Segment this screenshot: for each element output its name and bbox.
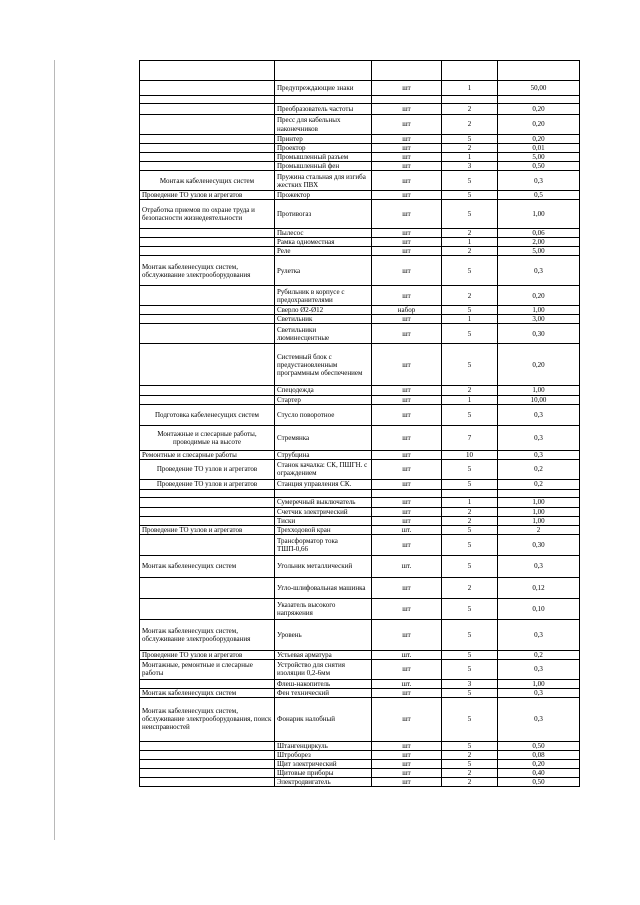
unit-cell: шт. [372, 650, 442, 659]
norm-cell: 2,00 [498, 238, 580, 247]
quantity-cell: 5 [442, 759, 498, 768]
quantity-cell: 5 [442, 741, 498, 750]
unit-cell: шт [372, 741, 442, 750]
table-row [140, 619, 580, 650]
unit-cell: шт [372, 688, 442, 697]
norm-cell: 0,20 [498, 115, 580, 135]
quantity-cell: 5 [442, 525, 498, 534]
unit-cell: шт [372, 404, 442, 425]
work-type-cell [140, 238, 275, 247]
unit-cell: шт [372, 507, 442, 516]
quantity-cell: 2 [442, 229, 498, 238]
norm-cell: 0,01 [498, 144, 580, 153]
item-name-cell: Рамка одноместная [275, 238, 372, 247]
item-name-cell: Фен технический [275, 688, 372, 697]
quantity-cell: 10 [442, 450, 498, 459]
item-name-cell: Тиски [275, 516, 372, 525]
table-row [140, 256, 580, 286]
work-type-cell: Монтаж кабеленесущих систем [140, 688, 275, 697]
item-name-cell: Фонарик налобный [275, 697, 372, 741]
quantity-cell: 2 [442, 778, 498, 787]
unit-cell: шт [372, 162, 442, 171]
item-name-cell: Флеш-накопитель [275, 679, 372, 688]
item-name-cell: Стусло поворотное [275, 404, 372, 425]
quantity-cell: 5 [442, 688, 498, 697]
work-type-cell [140, 497, 275, 507]
item-name-cell: Рулетка [275, 256, 372, 286]
item-name-cell [275, 96, 372, 104]
work-type-cell [140, 679, 275, 688]
quantity-cell: 1 [442, 81, 498, 96]
unit-cell: шт [372, 324, 442, 344]
table-row [140, 286, 580, 306]
work-type-cell [140, 96, 275, 104]
table-row [140, 81, 580, 96]
norm-cell: 0,40 [498, 769, 580, 778]
norm-cell [498, 489, 580, 497]
work-type-cell [140, 229, 275, 238]
norm-cell: 0,3 [498, 450, 580, 459]
norm-cell: 0,50 [498, 162, 580, 171]
quantity-cell: 7 [442, 425, 498, 450]
table-row [140, 191, 580, 200]
item-name-cell: Преобразователь частоты [275, 104, 372, 115]
work-type-cell [140, 344, 275, 386]
quantity-cell: 2 [442, 516, 498, 525]
table-row [140, 247, 580, 256]
norm-cell: 0,3 [498, 688, 580, 697]
norm-cell: 0,20 [498, 104, 580, 115]
item-name-cell [275, 489, 372, 497]
norm-cell: 1,00 [498, 306, 580, 315]
quantity-cell: 5 [442, 324, 498, 344]
item-name-cell: Проектор [275, 144, 372, 153]
work-type-cell [140, 104, 275, 115]
item-name-cell: Светильники люминесцентные [275, 324, 372, 344]
table-row [140, 315, 580, 324]
item-name-cell: Угло-шлифовальная машинка [275, 577, 372, 598]
table-row [140, 516, 580, 525]
norm-cell: 3,00 [498, 315, 580, 324]
norm-cell: 0,20 [498, 135, 580, 144]
work-type-cell [140, 135, 275, 144]
work-type-cell: Монтаж кабеленесущих систем [140, 171, 275, 191]
norm-cell: 0,50 [498, 778, 580, 787]
item-name-cell: Сверло Ø2-Ø12 [275, 306, 372, 315]
work-type-cell: Проведение ТО узлов и агрегатов [140, 191, 275, 200]
table-row [140, 200, 580, 229]
norm-cell: 5,00 [498, 247, 580, 256]
item-name-cell: Реле [275, 247, 372, 256]
equipment-table [139, 60, 580, 787]
norm-cell: 5,00 [498, 153, 580, 162]
norm-cell: 1,00 [498, 386, 580, 395]
unit-cell: шт. [372, 555, 442, 577]
table-row [140, 450, 580, 459]
table-row [140, 659, 580, 679]
item-name-cell: Трансформатор тока ТШП-0,66 [275, 534, 372, 555]
work-type-cell [140, 741, 275, 750]
unit-cell: шт [372, 191, 442, 200]
table-row [140, 479, 580, 489]
table-row [140, 697, 580, 741]
table-row [140, 459, 580, 479]
work-type-cell [140, 61, 275, 81]
norm-cell: 0,30 [498, 324, 580, 344]
table-row [140, 344, 580, 386]
table-row [140, 144, 580, 153]
quantity-cell: 1 [442, 395, 498, 404]
work-type-cell [140, 162, 275, 171]
norm-cell: 10,00 [498, 395, 580, 404]
quantity-cell: 5 [442, 598, 498, 619]
norm-cell: 1,00 [498, 679, 580, 688]
norm-cell: 1,00 [498, 507, 580, 516]
table-row [140, 507, 580, 516]
norm-cell: 1,00 [498, 200, 580, 229]
table-row [140, 171, 580, 191]
quantity-cell: 5 [442, 619, 498, 650]
table-row [140, 135, 580, 144]
work-type-cell: Ремонтные и слесарные работы [140, 450, 275, 459]
work-type-cell: Проведение ТО узлов и агрегатов [140, 650, 275, 659]
item-name-cell: Сумеречный выключатель [275, 497, 372, 507]
norm-cell: 0,20 [498, 344, 580, 386]
work-type-cell: Монтажные, ремонтные и слесарные работы [140, 659, 275, 679]
work-type-cell [140, 386, 275, 395]
item-name-cell: Штангенциркуль [275, 741, 372, 750]
item-name-cell: Системный блок с предустановленным программным обеспечением [275, 344, 372, 386]
item-name-cell: Противогаз [275, 200, 372, 229]
unit-cell: шт [372, 238, 442, 247]
table-row [140, 769, 580, 778]
quantity-cell: 5 [442, 256, 498, 286]
norm-cell: 0,06 [498, 229, 580, 238]
quantity-cell: 5 [442, 479, 498, 489]
table-row [140, 229, 580, 238]
norm-cell: 0,08 [498, 750, 580, 759]
quantity-cell: 5 [442, 171, 498, 191]
item-name-cell: Стартер [275, 395, 372, 404]
unit-cell: шт [372, 778, 442, 787]
item-name-cell: Трехходовой кран [275, 525, 372, 534]
item-name-cell: Штроборез [275, 750, 372, 759]
table-row [140, 577, 580, 598]
quantity-cell: 5 [442, 404, 498, 425]
quantity-cell: 2 [442, 750, 498, 759]
work-type-cell [140, 247, 275, 256]
norm-cell: 0,3 [498, 425, 580, 450]
quantity-cell: 2 [442, 115, 498, 135]
quantity-cell: 5 [442, 200, 498, 229]
work-type-cell [140, 598, 275, 619]
quantity-cell: 5 [442, 534, 498, 555]
quantity-cell: 5 [442, 659, 498, 679]
item-name-cell: Щитовые приборы [275, 769, 372, 778]
item-name-cell: Спецодежда [275, 386, 372, 395]
norm-cell: 0,2 [498, 479, 580, 489]
quantity-cell: 5 [442, 697, 498, 741]
table-row [140, 306, 580, 315]
table-row [140, 778, 580, 787]
table-row [140, 153, 580, 162]
norm-cell: 0,3 [498, 659, 580, 679]
item-name-cell: Пресс для кабельных наконечников [275, 115, 372, 135]
page-margin-line [54, 60, 55, 840]
item-name-cell: Щит электрический [275, 759, 372, 768]
item-name-cell: Рубильник в корпусе с предохранителями [275, 286, 372, 306]
work-type-cell [140, 759, 275, 768]
norm-cell: 2 [498, 525, 580, 534]
norm-cell: 0,20 [498, 759, 580, 768]
item-name-cell: Струбцина [275, 450, 372, 459]
unit-cell: шт [372, 81, 442, 96]
unit-cell: шт. [372, 679, 442, 688]
quantity-cell: 2 [442, 769, 498, 778]
table-row [140, 395, 580, 404]
item-name-cell: Электродвигатель [275, 778, 372, 787]
work-type-cell: Подготовка кабеленесущих систем [140, 404, 275, 425]
unit-cell: шт [372, 697, 442, 741]
work-type-cell [140, 750, 275, 759]
table-row [140, 555, 580, 577]
item-name-cell: Устройство для снятия изоляции 0,2-6мм [275, 659, 372, 679]
unit-cell: шт [372, 315, 442, 324]
norm-cell: 0,20 [498, 286, 580, 306]
work-type-cell: Проведение ТО узлов и агрегатов [140, 479, 275, 489]
unit-cell: шт [372, 104, 442, 115]
item-name-cell: Прожектор [275, 191, 372, 200]
quantity-cell: 5 [442, 459, 498, 479]
table-row [140, 104, 580, 115]
work-type-cell [140, 286, 275, 306]
table-row [140, 750, 580, 759]
work-type-cell [140, 516, 275, 525]
item-name-cell: Принтер [275, 135, 372, 144]
work-type-cell [140, 306, 275, 315]
table-row [140, 497, 580, 507]
quantity-cell: 3 [442, 679, 498, 688]
unit-cell: шт [372, 479, 442, 489]
quantity-cell: 2 [442, 286, 498, 306]
work-type-cell: Монтажные и слесарные работы, проводимые на высоте [140, 425, 275, 450]
table-row [140, 489, 580, 497]
item-name-cell: Промышленный фен [275, 162, 372, 171]
unit-cell: шт [372, 386, 442, 395]
work-type-cell [140, 144, 275, 153]
norm-cell: 1,00 [498, 516, 580, 525]
norm-cell: 50,00 [498, 81, 580, 96]
table-row [140, 115, 580, 135]
quantity-cell: 3 [442, 162, 498, 171]
unit-cell: шт [372, 247, 442, 256]
norm-cell: 0,12 [498, 577, 580, 598]
work-type-cell: Монтаж кабеленесущих систем [140, 555, 275, 577]
work-type-cell: Монтаж кабеленесущих систем, обслуживание электрооборудования, поиск неисправностей [140, 697, 275, 741]
quantity-cell: 5 [442, 344, 498, 386]
quantity-cell: 5 [442, 306, 498, 315]
unit-cell: шт [372, 344, 442, 386]
item-name-cell: Станция управления СК. [275, 479, 372, 489]
table-row [140, 61, 580, 81]
unit-cell: шт [372, 750, 442, 759]
quantity-cell: 2 [442, 507, 498, 516]
norm-cell [498, 96, 580, 104]
unit-cell: шт [372, 516, 442, 525]
work-type-cell: Монтаж кабеленесущих систем, обслуживание электрооборудования [140, 256, 275, 286]
quantity-cell: 2 [442, 104, 498, 115]
unit-cell: шт [372, 534, 442, 555]
work-type-cell [140, 324, 275, 344]
unit-cell: шт [372, 759, 442, 768]
item-name-cell: Промышленный разъем [275, 153, 372, 162]
unit-cell: шт [372, 395, 442, 404]
work-type-cell [140, 115, 275, 135]
unit-cell: шт [372, 200, 442, 229]
quantity-cell: 1 [442, 315, 498, 324]
table-row [140, 238, 580, 247]
norm-cell: 0,3 [498, 697, 580, 741]
table-row [140, 404, 580, 425]
item-name-cell: Предупреждающие знаки [275, 81, 372, 96]
table-row [140, 425, 580, 450]
unit-cell: шт [372, 153, 442, 162]
work-type-cell [140, 315, 275, 324]
unit-cell: набор [372, 306, 442, 315]
work-type-cell [140, 489, 275, 497]
unit-cell: шт [372, 659, 442, 679]
norm-cell: 0,5 [498, 191, 580, 200]
work-type-cell: Монтаж кабеленесущих систем, обслуживание электрооборудования [140, 619, 275, 650]
quantity-cell: 2 [442, 386, 498, 395]
quantity-cell: 5 [442, 135, 498, 144]
equipment-table-body [140, 61, 580, 787]
table-row [140, 688, 580, 697]
work-type-cell [140, 81, 275, 96]
norm-cell: 0,3 [498, 171, 580, 191]
quantity-cell: 1 [442, 497, 498, 507]
quantity-cell: 2 [442, 144, 498, 153]
quantity-cell: 5 [442, 191, 498, 200]
norm-cell: 0,50 [498, 741, 580, 750]
item-name-cell: Светильник [275, 315, 372, 324]
item-name-cell: Уровень [275, 619, 372, 650]
work-type-cell [140, 577, 275, 598]
norm-cell: 0,3 [498, 555, 580, 577]
unit-cell: шт [372, 171, 442, 191]
work-type-cell [140, 769, 275, 778]
unit-cell: шт [372, 450, 442, 459]
unit-cell: шт [372, 135, 442, 144]
table-row [140, 650, 580, 659]
unit-cell: шт [372, 115, 442, 135]
work-type-cell: Проведение ТО узлов и агрегатов [140, 459, 275, 479]
unit-cell: шт [372, 497, 442, 507]
norm-cell: 0,2 [498, 650, 580, 659]
quantity-cell: 2 [442, 247, 498, 256]
unit-cell: шт [372, 256, 442, 286]
quantity-cell: 5 [442, 555, 498, 577]
item-name-cell: Пылесос [275, 229, 372, 238]
unit-cell [372, 61, 442, 81]
quantity-cell [442, 489, 498, 497]
quantity-cell: 1 [442, 153, 498, 162]
table-row [140, 96, 580, 104]
work-type-cell [140, 778, 275, 787]
unit-cell: шт [372, 769, 442, 778]
quantity-cell: 1 [442, 238, 498, 247]
item-name-cell: Пружина стальная для изгиба жестких ПВХ [275, 171, 372, 191]
item-name-cell: Устьевая арматура [275, 650, 372, 659]
unit-cell: шт [372, 425, 442, 450]
norm-cell: 0,3 [498, 256, 580, 286]
table-row [140, 525, 580, 534]
table-row [140, 598, 580, 619]
unit-cell: шт [372, 286, 442, 306]
table-row [140, 324, 580, 344]
item-name-cell: Стремянка [275, 425, 372, 450]
quantity-cell: 2 [442, 577, 498, 598]
norm-cell: 0,3 [498, 404, 580, 425]
quantity-cell: 5 [442, 650, 498, 659]
item-name-cell [275, 61, 372, 81]
item-name-cell: Указатель высокого напряжения [275, 598, 372, 619]
unit-cell: шт [372, 598, 442, 619]
table-row [140, 534, 580, 555]
quantity-cell [442, 96, 498, 104]
norm-cell: 0,10 [498, 598, 580, 619]
unit-cell: шт [372, 459, 442, 479]
unit-cell [372, 96, 442, 104]
item-name-cell: Счетчик электрический [275, 507, 372, 516]
unit-cell: шт. [372, 525, 442, 534]
unit-cell: шт [372, 577, 442, 598]
table-row [140, 741, 580, 750]
work-type-cell [140, 153, 275, 162]
norm-cell: 0,2 [498, 459, 580, 479]
table-row [140, 759, 580, 768]
work-type-cell: Проведение ТО узлов и агрегатов [140, 525, 275, 534]
unit-cell [372, 489, 442, 497]
table-row [140, 162, 580, 171]
item-name-cell: Станок качалка: СК, ПШГН. с ограждением [275, 459, 372, 479]
norm-cell: 1,00 [498, 497, 580, 507]
work-type-cell [140, 534, 275, 555]
norm-cell: 0,30 [498, 534, 580, 555]
unit-cell: шт [372, 144, 442, 153]
norm-cell [498, 61, 580, 81]
unit-cell: шт [372, 229, 442, 238]
table-row [140, 679, 580, 688]
item-name-cell: Угольник металлический [275, 555, 372, 577]
norm-cell: 0,3 [498, 619, 580, 650]
work-type-cell: Отработка приемов по охране труда и безопасности жизнедеятельности [140, 200, 275, 229]
quantity-cell [442, 61, 498, 81]
work-type-cell [140, 507, 275, 516]
table-row [140, 386, 580, 395]
work-type-cell [140, 395, 275, 404]
unit-cell: шт [372, 619, 442, 650]
